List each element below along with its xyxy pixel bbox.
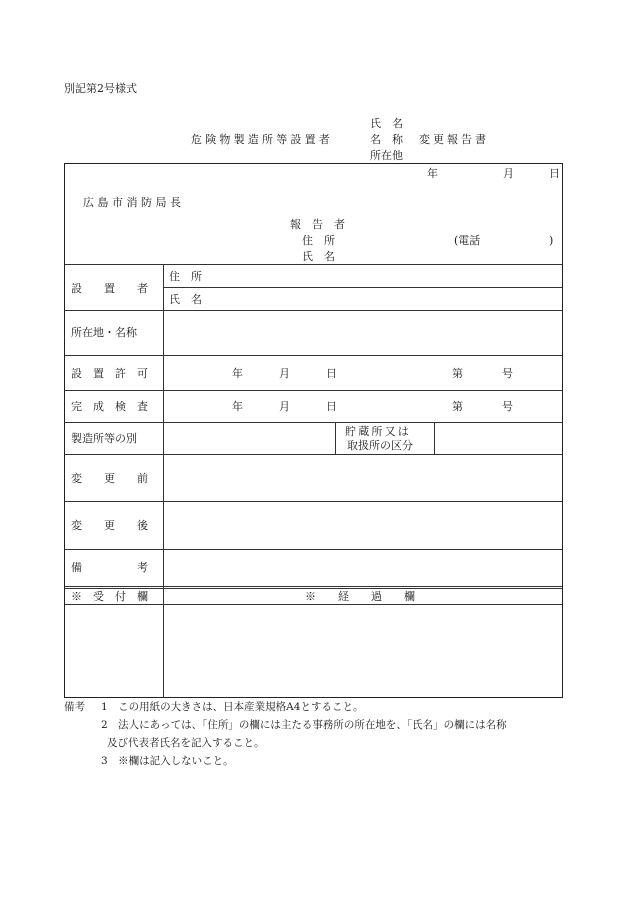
note-3: 3 ※欄は記入しないこと。 — [101, 755, 234, 767]
permit-number-prefix: 第 — [452, 367, 463, 380]
reporter-phone-open: (電話 — [454, 234, 481, 247]
facility-type-label: 製造所等の別 — [71, 432, 137, 445]
installer-label: 設 置 者 — [71, 282, 148, 295]
notes-heading: 備考 — [64, 701, 85, 713]
report-date-year: 年 — [427, 167, 438, 180]
completion-day: 日 — [326, 400, 337, 413]
report-date-month: 月 — [503, 167, 514, 180]
note-2: 2 法人にあっては、「住所」の欄には主たる事務所の所在地を、「氏名」の欄には名称 — [101, 719, 507, 731]
completion-month: 月 — [279, 400, 290, 413]
remarks-label: 備 考 — [71, 561, 148, 574]
after-change-label: 変 更 後 — [71, 519, 148, 532]
completion-number-suffix: 号 — [502, 400, 513, 413]
title-stack-name: 氏 名 — [370, 117, 403, 130]
permit-day: 日 — [326, 367, 337, 380]
installer-name-label: 氏 名 — [169, 293, 202, 306]
title-prefix: 危険物製造所等設置者 — [191, 133, 333, 146]
location-name-label: 所在地・名称 — [71, 326, 137, 339]
report-date-day: 日 — [549, 167, 560, 180]
completion-number-prefix: 第 — [452, 400, 463, 413]
permit-number-suffix: 号 — [502, 367, 513, 380]
reporter-address-label: 住 所 — [302, 234, 335, 247]
note-2-continued: 及び代表者氏名を記入すること。 — [107, 737, 265, 749]
title-stack-title: 名 称 — [370, 133, 403, 146]
note-1: 1 この用紙の大きさは、日本産業規格A4とすること。 — [101, 701, 364, 713]
reception-label: ※ 受 付 欄 — [71, 590, 148, 603]
title-suffix: 変更報告書 — [419, 133, 489, 146]
reporter-name-label: 氏 名 — [302, 250, 335, 263]
permit-year: 年 — [232, 367, 243, 380]
permit-label: 設 置 許 可 — [71, 367, 148, 380]
storage-class-line2: 取扱所の区分 — [347, 439, 413, 452]
addressee: 広島市消防局長 — [83, 196, 185, 209]
report-form-table — [64, 163, 563, 698]
completion-label: 完 成 検 査 — [71, 400, 148, 413]
completion-year: 年 — [232, 400, 243, 413]
form-label: 別記第2号様式 — [64, 82, 137, 95]
before-change-label: 変 更 前 — [71, 472, 148, 485]
progress-label: ※ 経 過 欄 — [305, 590, 415, 603]
title-stack-location: 所在他 — [370, 149, 403, 162]
reporter-heading: 報 告 者 — [290, 218, 345, 231]
permit-month: 月 — [279, 367, 290, 380]
reporter-phone-close: ) — [549, 234, 554, 247]
storage-class-line1: 貯蔵所又は — [345, 425, 411, 438]
installer-address-label: 住 所 — [169, 270, 202, 283]
